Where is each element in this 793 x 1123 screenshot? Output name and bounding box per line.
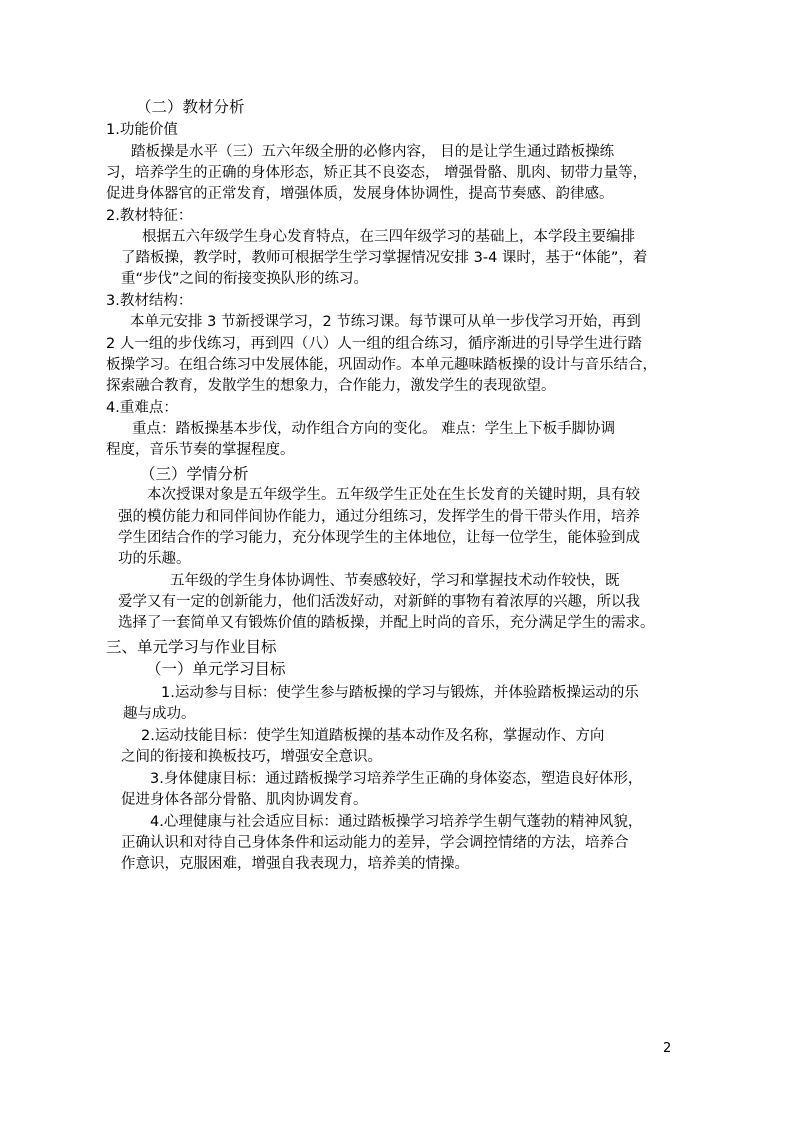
- paragraph-line: 探索融合教育，发散学生的想象力，合作能力，激发学生的表现欲望。: [106, 378, 556, 394]
- paragraph-line: 学生团结合作的学习能力，充分体现学生的主体地位，让每一位学生，能体验到成: [118, 530, 640, 546]
- paragraph-line: 促进身体器官的正常发育，增强体质，发展身体协调性，提高节奏感、韵律感。: [106, 186, 614, 202]
- goal-item-continued: 之间的衔接和换板技巧，增强安全意识。: [121, 749, 382, 765]
- paragraph-line: 强的模仿能力和同伴间协作能力，通过分组练习，发挥学生的骨干带头作用，培养: [118, 509, 640, 525]
- section-heading-students: （三）学情分析: [140, 465, 249, 483]
- paragraph-line: 本单元安排 3 节新授课学习，2 节练习课。每节课可从单一步伐学习开始，再到: [130, 314, 641, 330]
- subheading-function: 1.功能价值: [106, 122, 178, 138]
- paragraph-line: 2 人一组的步伐练习，再到四（八）人一组的组合练习，循序渐进的引导学生进行踏: [106, 336, 642, 352]
- subheading-keypoints: 4.重难点：: [106, 400, 178, 416]
- goal-item-continued: 作意识，克服困难，增强自我表现力，培养美的情操。: [121, 856, 469, 872]
- paragraph-line: 五年级的学生身体协调性、节奏感较好，学习和掌握技术动作较快，既: [170, 573, 620, 589]
- section-heading-unit-goals: （一）单元学习目标: [146, 660, 286, 678]
- goal-item-continued: 促进身体各部分骨骼、肌肉协调发育。: [121, 792, 368, 808]
- paragraph-line: 本次授课对象是五年级学生。五年级学生正处在生长发育的关键时期，具有较: [147, 487, 640, 503]
- subheading-features: 2.教材特征：: [106, 208, 193, 224]
- paragraph-line: 选择了一套简单又有锻炼价值的踏板操，并配上时尚的音乐，充分满足学生的需求。: [118, 615, 655, 631]
- goal-item-continued: 趣与成功。: [123, 706, 196, 722]
- paragraph-line: 重点：踏板操基本步伐，动作组合方向的变化。 难点：学生上下板手脚协调: [132, 421, 616, 437]
- paragraph-line: 板操学习。在组合练习中发展体能，巩固动作。本单元趣味踏板操的设计与音乐结合，: [106, 357, 657, 373]
- goal-item: 1.运动参与目标：使学生参与踏板操的学习与锻炼，并体验踏板操运动的乐: [161, 685, 639, 701]
- paragraph-line: 习，培养学生的正确的身体形态，矫正其不良姿态， 增强骨骼、肌肉、韧带力量等，: [106, 165, 648, 181]
- paragraph-line: 了踏板操，教学时，教师可根据学生学习掌握情况安排 3-4 课时，基于“体能”，着: [121, 250, 648, 266]
- paragraph-line: 爱学又有一定的创新能力，他们活泼好动，对新鲜的事物有着浓厚的兴趣，所以我: [118, 594, 640, 610]
- goal-item-continued: 正确认识和对待自己身体条件和运动能力的差异，学会调控情绪的方法，培养合: [121, 835, 629, 851]
- paragraph-line: 根据五六年级学生身心发育特点，在三四年级学习的基础上，本学段主要编排: [142, 229, 635, 245]
- goal-item: 2.运动技能目标：使学生知道踏板操的基本动作及名称，掌握动作、方向: [141, 728, 605, 744]
- subheading-structure: 3.教材结构：: [106, 293, 193, 309]
- paragraph-line: 重“步伐”之间的衔接变换队形的练习。: [121, 271, 369, 287]
- section-heading-materials: （二）教材分析: [136, 98, 245, 116]
- goal-item: 3.身体健康目标：通过踏板操学习培养学生正确的身体姿态，塑造良好体形，: [150, 771, 643, 787]
- goal-item: 4.心理健康与社会适应目标：通过踏板操学习培养学生朝气蓬勃的精神风貌，: [150, 814, 643, 830]
- paragraph-line: 功的乐趣。: [118, 551, 191, 567]
- paragraph-line: 程度，音乐节奏的掌握程度。: [106, 442, 295, 458]
- paragraph-line: 踏板操是水平（三）五六年级全册的必修内容， 目的是让学生通过踏板操练: [131, 144, 615, 160]
- section-heading-goals: 三、单元学习与作业目标: [106, 638, 277, 656]
- page-number: 2: [663, 1041, 672, 1056]
